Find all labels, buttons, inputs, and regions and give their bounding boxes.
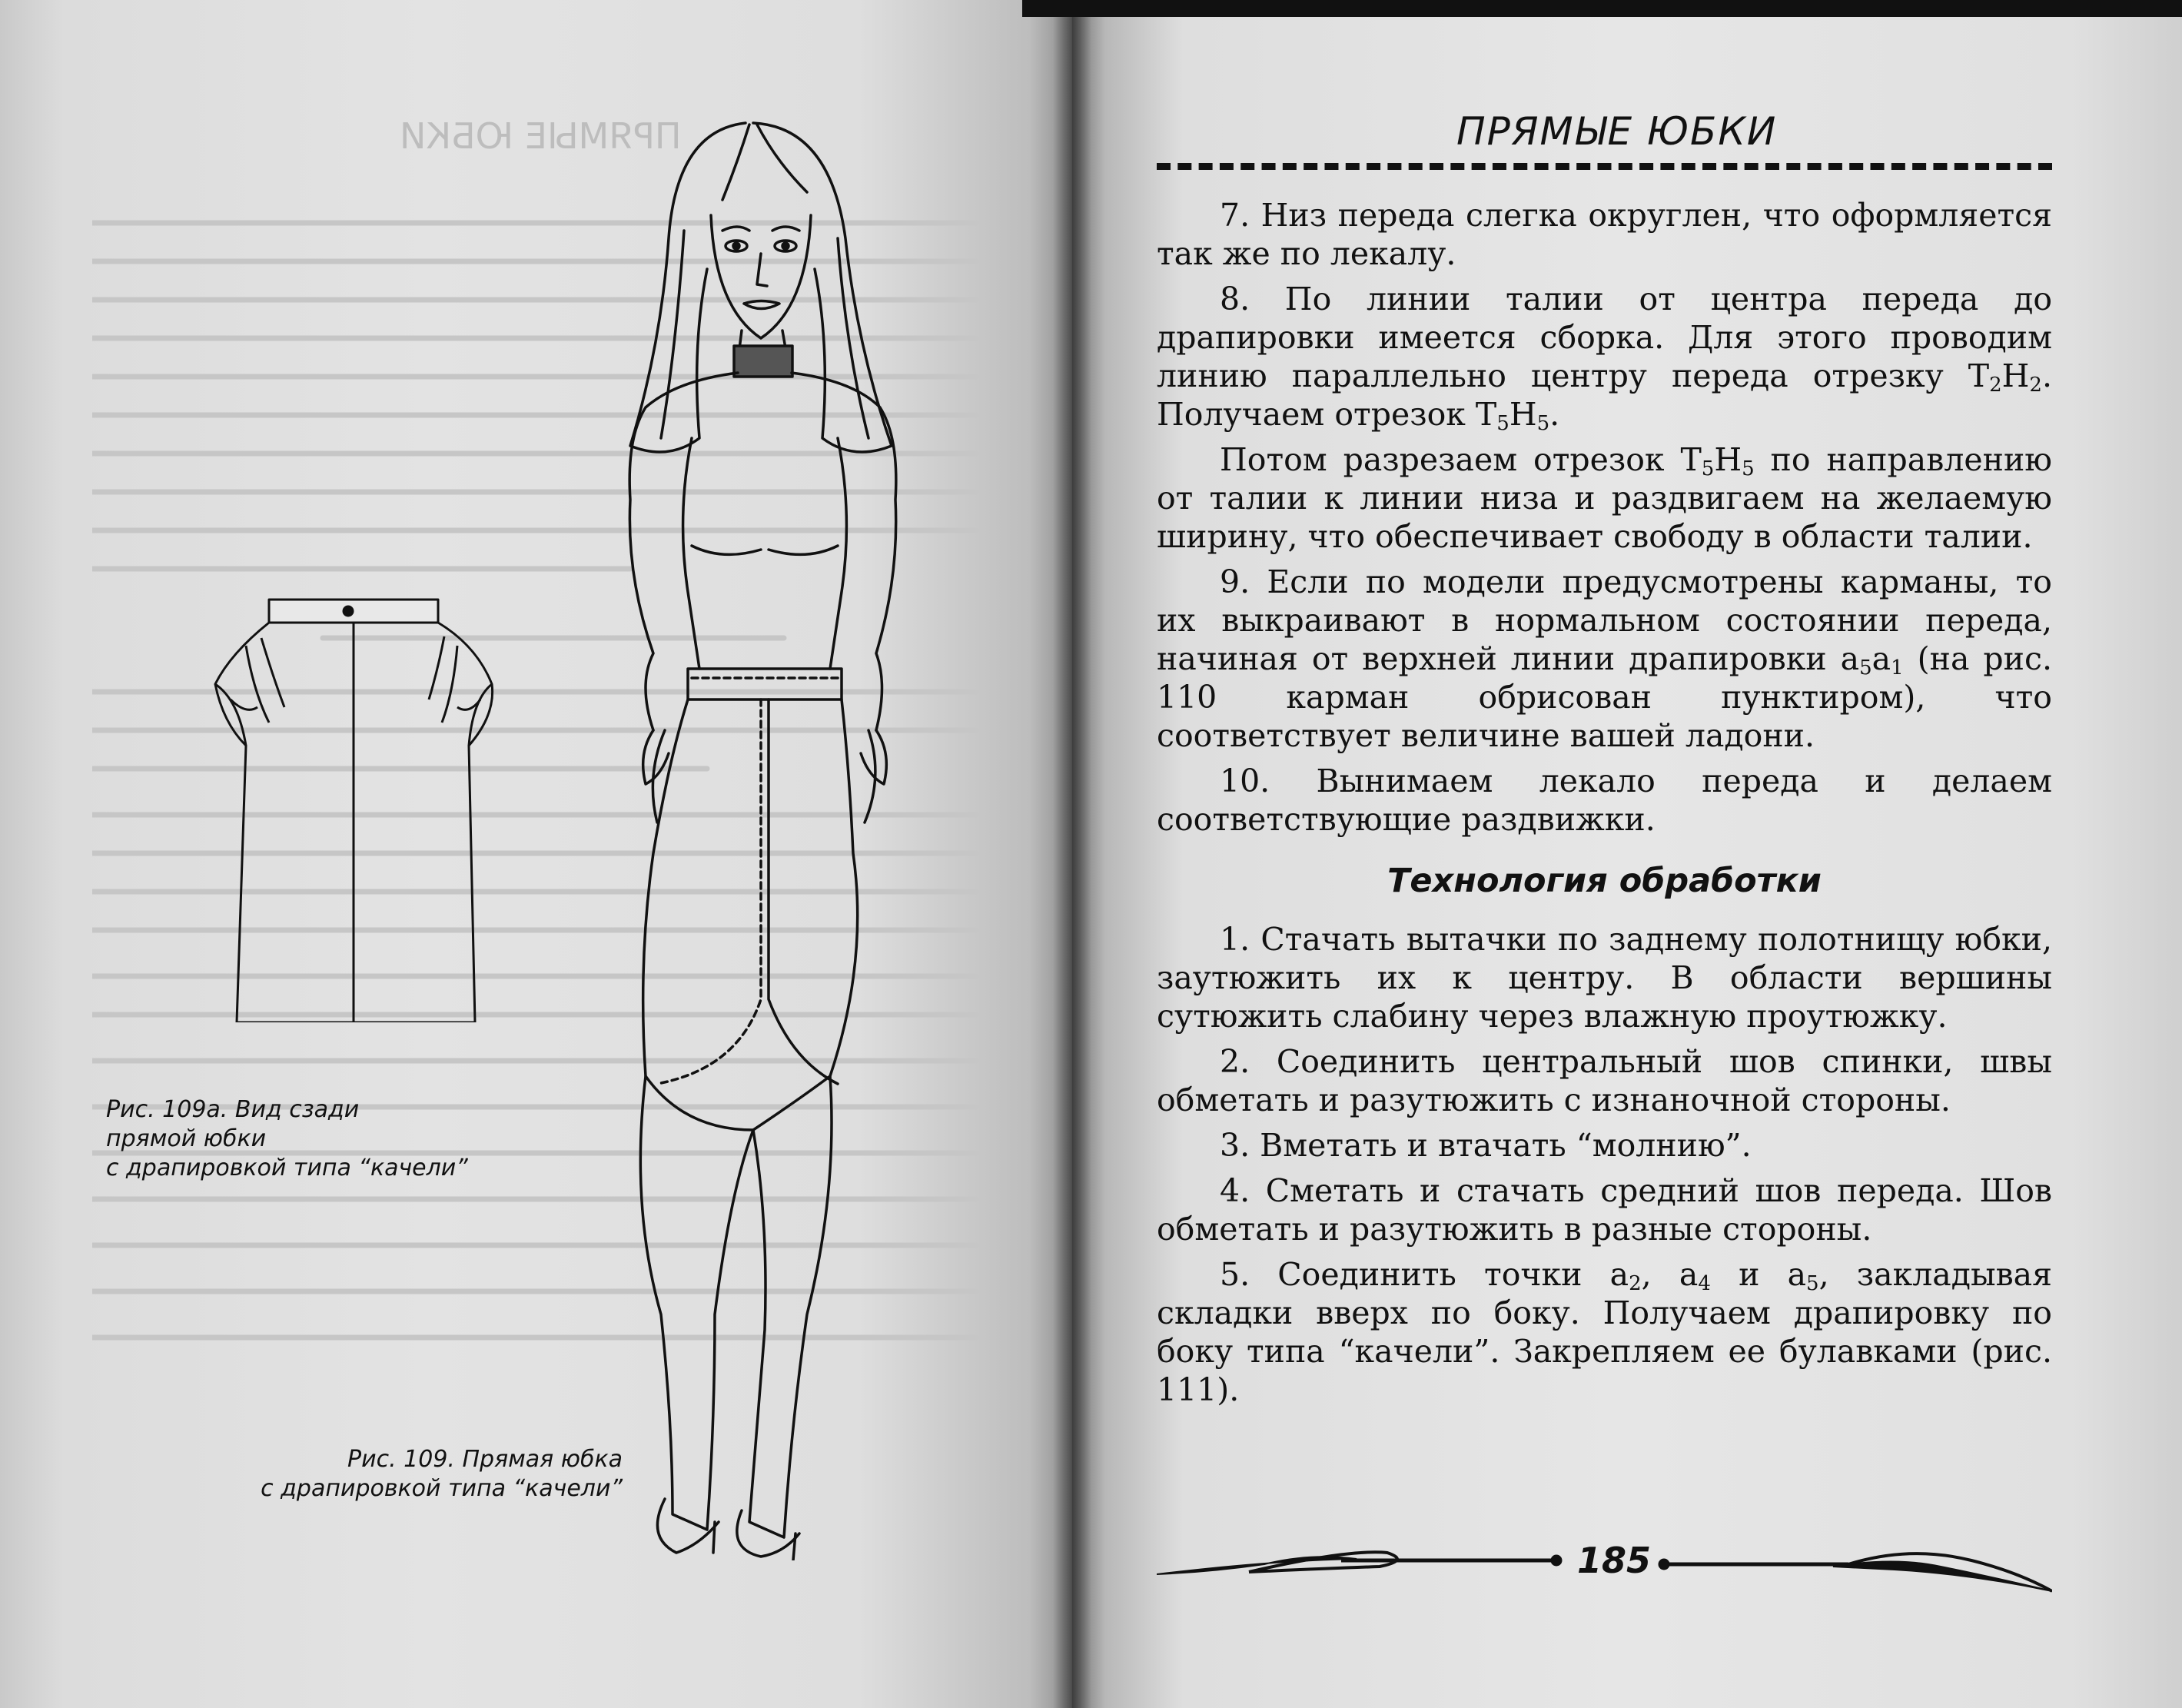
figure-109-caption xyxy=(215,1445,623,1504)
text-run: Н xyxy=(1509,396,1537,433)
caption-line: Рис. 109. Прямая юбка xyxy=(347,1446,623,1473)
text-run: по направлению от талии к линии низа и раздвигаем на желаемую ширину, что обеспечивает свободу в области талии. xyxy=(1157,441,2052,555)
left-page xyxy=(0,0,1072,1708)
caption-line: с драпировкой типа “качели” xyxy=(106,1155,468,1181)
text-run: . xyxy=(1549,396,1560,433)
text-run: Н xyxy=(1714,441,1742,478)
paragraph-10 xyxy=(1157,762,2052,839)
text-run: 10. Вынимаем лекало переда и делаем соответствующие раздвижки. xyxy=(1157,763,2052,838)
subscript: 1 xyxy=(1891,656,1904,680)
subscript: 2 xyxy=(1629,1272,1642,1295)
woman-in-skirt-figure xyxy=(584,115,984,1560)
subscript: 5 xyxy=(1742,457,1755,480)
text-run: , закладывая складки вверх по боку. Получаем драпировку по боку типа “качели”. Закрепляем ее булавками (рис. 111). xyxy=(1157,1256,2052,1408)
subscript: 2 xyxy=(2029,374,2042,397)
subscript: 5 xyxy=(1859,656,1872,680)
page-number: 185 xyxy=(1577,1540,1652,1581)
subscript: 5 xyxy=(1701,457,1715,480)
text-run: 4. Сметать и стачать средний шов переда. Шов обметать и разутюжить в разные стороны. xyxy=(1157,1172,2052,1248)
section-subheading: Технология обработки xyxy=(1387,862,1822,900)
text-run: а xyxy=(1871,640,1891,677)
subscript: 2 xyxy=(1989,374,2002,397)
step-2 xyxy=(1157,1042,2052,1119)
bleed-through-running-head: ПРЯМЫЕ ЮБКИ xyxy=(400,115,682,157)
step-4 xyxy=(1157,1171,2052,1248)
text-run: 2. Соединить центральный шов спинки, швы обметать и разутюжить с изнаночной стороны. xyxy=(1157,1043,2052,1118)
caption-line: с драпировкой типа “качели” xyxy=(261,1475,623,1502)
text-run: 8. По линии талии от центра переда до драпировки имеется сборка. Для этого проводим линию параллельно центру переда отрезку Т xyxy=(1157,281,2052,394)
text-run: Потом разрезаем отрезок Т xyxy=(1220,441,1702,478)
page-body-text xyxy=(1157,196,2052,1416)
scan-top-edge xyxy=(1022,0,2182,17)
caption-line: Рис. 109а. Вид сзади xyxy=(106,1096,360,1123)
paragraph-7 xyxy=(1157,196,2052,273)
step-1 xyxy=(1157,920,2052,1035)
text-run: 5. Соединить точки а xyxy=(1220,1256,1629,1293)
subscript: 5 xyxy=(1496,412,1509,435)
subscript: 5 xyxy=(1536,412,1550,435)
text-run: . Получаем отрезок Т xyxy=(1157,357,2052,433)
step-5 xyxy=(1157,1255,2052,1409)
text-run: 3. Вметать и втачать “молнию”. xyxy=(1220,1127,1752,1164)
paragraph-9 xyxy=(1157,563,2052,755)
text-run: Н xyxy=(2001,357,2030,394)
text-run: и а xyxy=(1710,1256,1807,1293)
figure-109a-caption xyxy=(106,1095,536,1183)
text-run: 7. Низ переда слегка округлен, что оформляется так же по лекалу. xyxy=(1157,197,2052,272)
running-head: ПРЯМЫЕ ЮБКИ xyxy=(1456,109,1778,154)
paragraph-8 xyxy=(1157,280,2052,434)
skirt-back-view-figure xyxy=(200,592,523,1022)
text-run: 1. Стачать вытачки по заднему полотнищу юбки, заутюжить их к центру. В области вершины сутюжить слабину через влажную проутюжку. xyxy=(1157,921,2052,1035)
text-run: (на рис. 110 карман обрисован пунктиром), что соответствует величине вашей ладони. xyxy=(1157,640,2052,754)
running-head-rule xyxy=(1157,163,2052,170)
text-run: , а xyxy=(1641,1256,1699,1293)
paragraph-cut xyxy=(1157,440,2052,556)
subscript: 4 xyxy=(1698,1272,1711,1295)
book-gutter-shadow xyxy=(1053,0,1091,1708)
step-3 xyxy=(1157,1126,2052,1165)
text-run: 9. Если по модели предусмотрены карманы, то их выкраивают в нормальном состоянии переда, начиная от верхней линии драпировки а xyxy=(1157,563,2052,677)
caption-line: прямой юбки xyxy=(106,1125,267,1152)
subscript: 5 xyxy=(1806,1272,1819,1295)
